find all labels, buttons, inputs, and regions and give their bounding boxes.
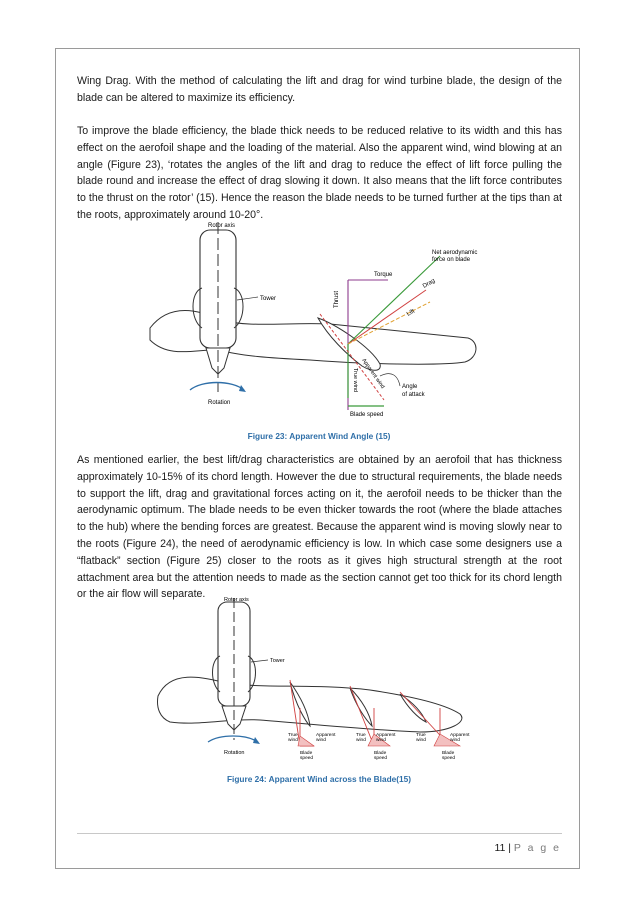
label-apparent-wind-1: wind [316,738,326,743]
label-drag: Drag [422,278,437,290]
label-tower: Tower [260,296,277,302]
rotation-arrow-2 [208,736,258,742]
label-blade-3: Blade [442,751,455,756]
label-true-1: True [288,733,298,738]
label-rotation: Rotation [208,400,231,406]
label-rotor-axis-2: Rotor axis [224,597,249,603]
label-torque: Torque [374,272,393,278]
label-apparent-1: Apparent [316,733,336,738]
label-rotation-2: Rotation [224,750,245,756]
page-number [494,842,561,854]
figure-23-caption: Figure 23: Apparent Wind Angle (15) [247,431,391,441]
label-true-3: True [416,733,426,738]
label-blade-speed: Blade speed [350,412,384,418]
paragraph-3: As mentioned earlier, the best lift/drag characteristics are obtained by an aerofoil that has thickness approximately 10-15% of its chord length. However the due to structural requirements, the blade needs to support the lift, drag and gravitational forces acting on it, the aerofoil needs to be thicker than the aerodynamic optimum. The blade needs to be even thicker towards the root (where the blade attaches to the hub) where the bending forces are greatest. Because the apparent wind is moving slowly near to the roots (Figure 24), the need of aerodynamic efficiency is low. In which case some designers use a “flatback” section (Figure 25) closer to the roots as it gives high structural strength at the root attachment area but the attention needs to made as the section cannot get too thick for its chord length or the air flow will separate. [77,454,562,601]
label-rotor-axis: Rotor axis [208,223,236,229]
paragraph-2: To improve the blade efficiency, the blade thick needs to be reduced relative to its width and this has effect on the aerofoil shape and the loading of the material. Also the apparent wind, wind blowing at an angle (Figure 23), ‘rotates the angles of the lift and drag to reduce the effect of lift force pulling the blade round and increase the effect of drag slowing it down. It also means that the lift force contributes to the thrust on the rotor’ (15). Hence the reason the blade needs to be turned further at the tips than at the roots, approximately around 10-20°. [77,125,562,221]
label-tower-2: Tower [270,658,285,664]
rotation-arrow [190,383,244,391]
page-word: P a g e [513,842,561,854]
label-apparent-wind-2: wind [376,738,386,743]
label-apparent-wind: Apparent wind [360,357,386,390]
label-lift: Lift [406,308,416,318]
label-apparent-2: Apparent [376,733,396,738]
footer-divider [77,833,562,834]
paragraph-1: Wing Drag. With the method of calculating the lift and drag for wind turbine blade, the design of the blade can be altered to maximize its efficiency. [77,75,562,104]
label-speed-2: speed [374,756,388,761]
label-true-2: True [356,733,366,738]
label-thrust: Thrust [334,290,340,308]
label-angle-of-attack: Angle [402,384,418,390]
label-net-force-2: force on blade [432,257,471,263]
page-number-value: 11 [494,842,506,854]
label-apparent-wind-3: wind [450,738,460,743]
label-blade-2: Blade [374,751,387,756]
label-blade-1: Blade [300,751,313,756]
label-true-wind-1: wind [288,738,298,743]
label-true-wind-2: wind [356,738,366,743]
page-number-separator: | [505,842,514,854]
figure-23-diagram [140,220,500,426]
label-speed-1: speed [300,756,314,761]
label-true-wind: True wind [352,368,358,392]
lift-line [348,302,430,344]
label-apparent-3: Apparent [450,733,470,738]
label-net-force: Net aerodynamic [432,250,478,256]
label-speed-3: speed [442,756,456,761]
figure-24-caption: Figure 24: Apparent Wind across the Blade(15) [226,774,412,784]
label-angle-of-attack-2: of attack [402,392,425,398]
blade-outline [150,311,476,365]
figure-24-diagram [150,596,490,776]
drag-line [348,290,426,344]
label-true-wind-3: wind [416,738,426,743]
